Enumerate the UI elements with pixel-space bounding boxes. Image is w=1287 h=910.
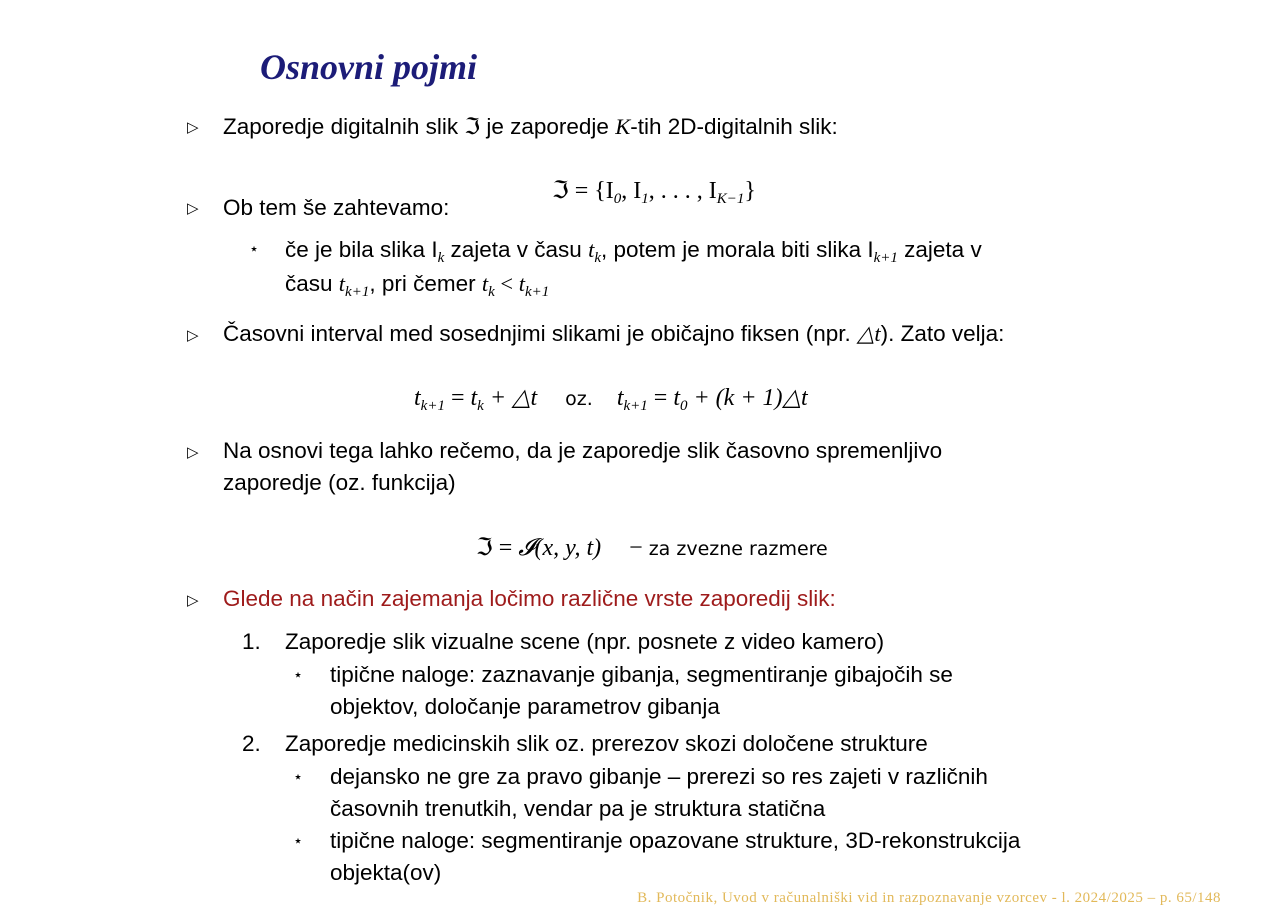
k-variable: K: [615, 114, 631, 139]
bullet-marker: ▷: [187, 592, 199, 609]
text: ). Zato velja:: [880, 321, 1005, 346]
equals: =: [492, 535, 519, 561]
subscript: 0: [679, 398, 688, 414]
subscript: k+1: [525, 284, 550, 300]
text: , pri čemer: [369, 271, 482, 296]
list-item-1: Zaporedje slik vizualne scene (npr. posnete z video kamero): [285, 629, 885, 654]
t-variable: t: [481, 271, 489, 296]
bullet-1: [223, 111, 838, 143]
continuous-note: za zvezne razmere: [648, 538, 828, 560]
subscript: k: [437, 250, 445, 266]
expr: + △t: [483, 385, 538, 411]
subscript: k+1: [873, 250, 898, 266]
delta-t: △t: [857, 321, 881, 346]
bullet-1-text-a: Zaporedje digitalnih slik: [223, 114, 465, 139]
list-number-2: 2.: [242, 731, 261, 756]
eq1-b: , I: [621, 178, 642, 204]
star-marker: ⋆: [293, 769, 304, 786]
list-item-2-sub-2-line-1: tipične naloge: segmentiranje opazovane strukture, 3D-rekonstrukcija: [330, 828, 1021, 853]
bullet-3: [223, 318, 1004, 350]
bullet-1-text-b: je zaporedje: [480, 114, 616, 139]
subscript: k: [477, 398, 484, 414]
bullet-2: Ob tem še zahtevamo:: [223, 195, 450, 220]
bullet-2-sub-line-2: [285, 268, 549, 308]
star-marker: ⋆: [293, 833, 304, 850]
function-args: (x, y, t): [534, 535, 602, 561]
eq1-a: = {I: [574, 178, 614, 204]
subscript: k+1: [420, 398, 445, 414]
function-symbol: 𝓘: [518, 535, 535, 561]
eq1-end: }: [744, 178, 756, 204]
slide-title: Osnovni pojmi: [260, 47, 478, 87]
sequence-equation: [552, 174, 756, 215]
bullet-5-highlight: Glede na način zajemanja ločimo različne vrste zaporedij slik:: [223, 586, 836, 611]
eq1-lhs: ℑ: [552, 176, 569, 204]
eq1-subK: K−1: [716, 191, 745, 207]
list-item-1-sub-1-line-1: tipične naloge: zaznavanje gibanja, segmentiranje gibajočih se: [330, 662, 953, 687]
t-variable: t: [518, 271, 526, 296]
text: zajeta v času: [444, 237, 589, 262]
image-sequence-symbol: ℑ: [476, 533, 493, 561]
bullet-marker: ▷: [187, 119, 199, 136]
bullet-4-line-1: Na osnovi tega lahko rečemo, da je zaporedje slik časovno spremenljivo: [223, 438, 943, 463]
image-sequence-symbol: ℑ: [464, 114, 481, 140]
text: , potem je morala biti slika I: [601, 237, 874, 262]
time-equation: [414, 382, 808, 422]
subscript: k+1: [345, 284, 370, 300]
star-marker: ⋆: [249, 241, 260, 258]
eq1-c: , . . . , I: [648, 178, 717, 204]
list-number-1: 1.: [242, 629, 261, 654]
dash: −: [629, 535, 643, 561]
t-variable: t: [414, 385, 421, 411]
bullet-1-text-c: -tih 2D-digitalnih slik:: [630, 114, 838, 139]
t-variable: t: [338, 271, 346, 296]
t-variable: t: [616, 385, 624, 411]
list-item-1-sub-1-line-2: objektov, določanje parametrov gibanja: [330, 694, 720, 719]
bullet-marker: ▷: [187, 327, 199, 344]
text: zajeta v: [897, 237, 982, 262]
bullet-marker: ▷: [187, 444, 199, 461]
text: če je bila slika I: [285, 237, 438, 262]
function-equation: [476, 531, 828, 565]
list-item-2-sub-1-line-2: časovnih trenutkih, vendar pa je struktura statična: [330, 796, 826, 821]
less-than: <: [494, 271, 519, 296]
expr: + (k + 1)△t: [687, 385, 808, 411]
t-variable: t: [673, 385, 680, 411]
eq1-sub1: 1: [641, 191, 649, 207]
oz-label: oz.: [565, 388, 593, 410]
t-variable: t: [588, 237, 595, 262]
eq1-sub0: 0: [613, 191, 622, 207]
equals: =: [444, 385, 471, 411]
t-variable: t: [470, 385, 478, 411]
subscript: k+1: [623, 398, 648, 414]
text: času: [285, 271, 339, 296]
list-item-2: Zaporedje medicinskih slik oz. prerezov skozi določene strukture: [285, 731, 928, 756]
equals: =: [647, 385, 674, 411]
bullet-4-line-2: zaporedje (oz. funkcija): [223, 470, 456, 495]
subscript: k: [488, 284, 495, 300]
subscript: k: [594, 250, 602, 266]
text: Časovni interval med sosednjimi slikami je običajno fiksen (npr.: [223, 321, 858, 346]
list-item-2-sub-1-line-1: dejansko ne gre za pravo gibanje – prerezi so res zajeti v različnih: [330, 764, 988, 789]
bullet-marker: ▷: [187, 200, 199, 217]
star-marker: ⋆: [293, 667, 304, 684]
slide-footer: B. Potočnik, Uvod v računalniški vid in razpoznavanje vzorcev - l. 2024/2025 – p. 65/148: [637, 890, 1221, 906]
list-item-2-sub-2-line-2: objekta(ov): [330, 860, 442, 885]
